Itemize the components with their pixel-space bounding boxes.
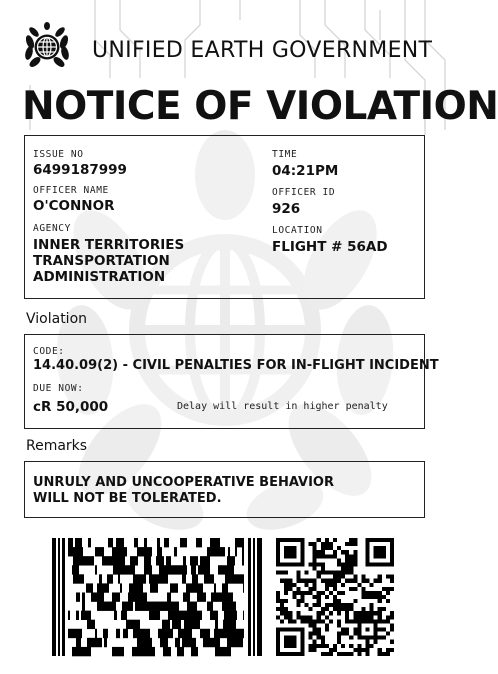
officer-id-label: OFFICER ID [272, 187, 336, 198]
qr-code-icon [276, 538, 394, 656]
officer-id-value: 926 [272, 201, 301, 217]
agency-label: AGENCY [33, 223, 71, 234]
due-label: DUE NOW: [33, 383, 84, 394]
agency-line-1: INNER TERRITORIES [33, 237, 185, 253]
remarks-line-2: WILL NOT BE TOLERATED. [33, 491, 222, 506]
issue-no-value: 6499187999 [33, 162, 127, 178]
remarks-section-label: Remarks [26, 438, 88, 454]
remarks-box [24, 461, 425, 518]
document-title: NOTICE OF VIOLATION [22, 84, 498, 129]
organization-name: UNIFIED EARTH GOVERNMENT [92, 38, 433, 63]
pdf417-barcode-icon [52, 538, 262, 656]
delay-note: Delay will result in higher penalty [177, 401, 388, 412]
remarks-line-1: UNRULY AND UNCOOPERATIVE BEHAVIOR [33, 475, 334, 490]
location-value: FLIGHT # 56AD [272, 239, 388, 255]
agency-line-3: ADMINISTRATION [33, 269, 166, 285]
time-label: TIME [272, 149, 298, 160]
location-label: LOCATION [272, 225, 323, 236]
officer-name-label: OFFICER NAME [33, 185, 109, 196]
header [22, 20, 432, 80]
issue-no-label: ISSUE NO [33, 149, 84, 160]
agency-line-2: TRANSPORTATION [33, 253, 170, 269]
officer-name-value: O'CONNOR [33, 198, 115, 214]
due-amount: cR 50,000 [33, 399, 109, 415]
notice-details-box [24, 135, 425, 299]
violation-section-label: Violation [26, 311, 88, 327]
violation-box [24, 334, 439, 429]
code-label: CODE: [33, 346, 65, 357]
time-value: 04:21PM [272, 163, 339, 179]
globe-laurel-emblem-icon [22, 20, 72, 70]
violation-code: 14.40.09(2) - CIVIL PENALTIES FOR IN-FLIGHT INCIDENT [33, 358, 439, 373]
